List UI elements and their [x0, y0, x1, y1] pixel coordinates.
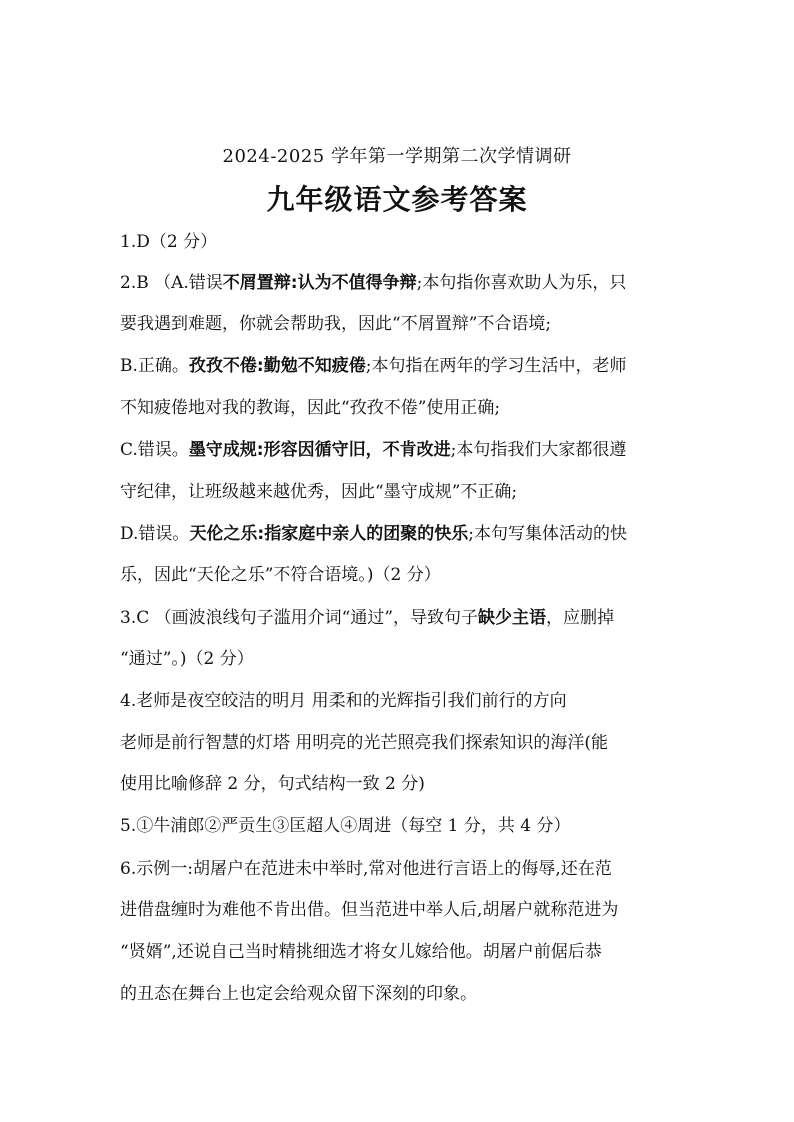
answer-6-line-2: 进借盘缠时为难他不肯出借。但当范进中举人后,胡屠户就称范进为 [120, 900, 619, 920]
answer-2-line-4: 不知疲倦地对我的教诲，因此“孜孜不倦”使用正确; [120, 398, 501, 418]
answer-text: ，应删掉 [546, 608, 615, 628]
answer-2-line-1 [120, 271, 680, 295]
idiom-definition: 孜孜不倦:勤勉不知疲倦 [188, 356, 366, 376]
answer-text: B.正确。 [120, 356, 189, 376]
answer-text: ;本句写集体活动的快 [468, 524, 627, 544]
answer-1: 1.D（2 分） [120, 232, 218, 252]
answer-text: 3.C （画波浪线句子滥用介词“通过”，导致句子 [120, 608, 479, 628]
answer-2-line-6: 守纪律，让班级越来越优秀，因此“墨守成规”不正确; [120, 482, 518, 502]
answer-3-line-1 [120, 606, 680, 630]
answer-2-line-8: 乐，因此“天伦之乐”不符合语境。)（2 分） [120, 565, 441, 585]
answer-2-line-2: 要我遇到难题，你就会帮助我，因此“不屑置辩”不合语境; [120, 314, 552, 334]
answer-2-line-3 [120, 354, 680, 378]
answer-text: ;本句指我们大家都很遵 [450, 440, 627, 460]
key-term: 缺少主语 [478, 608, 547, 628]
answer-6-line-4: 的丑态在舞台上也定会给观众留下深刻的印象。 [120, 984, 477, 1004]
answer-text: C.错误。 [120, 440, 189, 460]
answer-text: ;本句指在两年的学习生活中，老师 [365, 356, 627, 376]
answer-4-line-2: 老师是前行智慧的灯塔 用明亮的光芒照亮我们探索知识的海洋(能 [120, 733, 609, 753]
answer-4-line-3: 使用比喻修辞 2 分，句式结构一致 2 分) [120, 774, 425, 794]
answer-text: D.错误。 [120, 524, 190, 544]
answer-6-line-3: “贤婿”,还说自己当时精挑细选才将女儿嫁给他。胡屠户前倨后恭 [120, 942, 602, 962]
idiom-definition: 不屑置辩:认为不值得争辩 [222, 273, 417, 293]
page-title: 九年级语文参考答案 [266, 183, 528, 216]
answer-2-line-5 [120, 438, 680, 462]
answer-text: 2.B （A.错误 [120, 273, 223, 293]
exam-subtitle: 2024-2025 学年第一学期第二次学情调研 [222, 146, 572, 167]
idiom-definition: 天伦之乐:指家庭中亲人的团聚的快乐 [189, 524, 469, 544]
answer-4-line-1: 4.老师是夜空皎洁的明月 用柔和的光辉指引我们前行的方向 [120, 691, 567, 711]
answer-6-line-1: 6.示例一:胡屠户在范进未中举时,常对他进行言语上的侮辱,还在范 [120, 859, 612, 879]
answer-3-line-2: “通过”。)（2 分） [120, 649, 254, 669]
idiom-definition: 墨守成规:形容因循守旧，不肯改进 [188, 440, 451, 460]
answer-text: ;本句指你喜欢助人为乐，只 [416, 273, 627, 293]
answer-5: 5.①牛浦郎②严贡生③匡超人④周进（每空 1 分，共 4 分） [120, 816, 571, 836]
answer-2-line-7 [120, 522, 680, 546]
